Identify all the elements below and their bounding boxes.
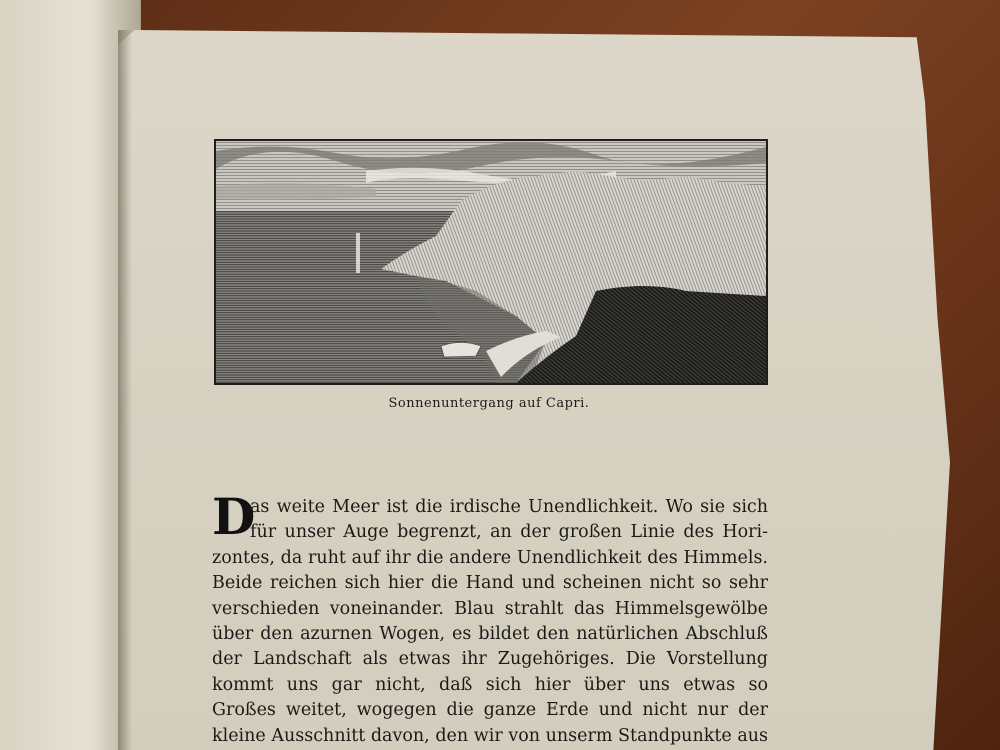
text-line: Beide reichen sich hier die Hand und scheinen nicht so sehr	[212, 573, 768, 594]
text-line: as weite Meer ist die irdische Unendlichkeit. Wo sie sich	[250, 497, 768, 517]
text-line: Großes weitet, wogegen die ganze Erde und nicht nur der	[212, 700, 768, 721]
text-line: für unser Auge begrenzt, an der großen Linie des Hori-	[250, 522, 768, 543]
drop-cap-letter: D	[212, 487, 256, 546]
illustration-caption: Sonnenuntergang auf Capri.	[388, 396, 590, 411]
text-line: kommt uns gar nicht, daß sich hier über uns etwas so	[212, 674, 768, 695]
text-line: verschieden voneinander. Blau strahlt das Himmelsgewölbe	[212, 598, 768, 619]
text-line: kleine Ausschnitt davon, den wir von unserm Standpunkte aus	[212, 725, 768, 746]
page-gutter-shadow	[118, 30, 132, 750]
body-text	[212, 495, 768, 749]
engraving-illustration	[214, 139, 768, 385]
text-line: über den azurnen Wogen, es bildet den natürlichen Abschluß	[212, 623, 768, 644]
text-line: zontes, da ruht auf ihr die andere Unendlichkeit des Himmels.	[212, 547, 768, 568]
text-line: der Landschaft als etwas ihr Zugehöriges. Die Vorstellung	[212, 649, 768, 670]
